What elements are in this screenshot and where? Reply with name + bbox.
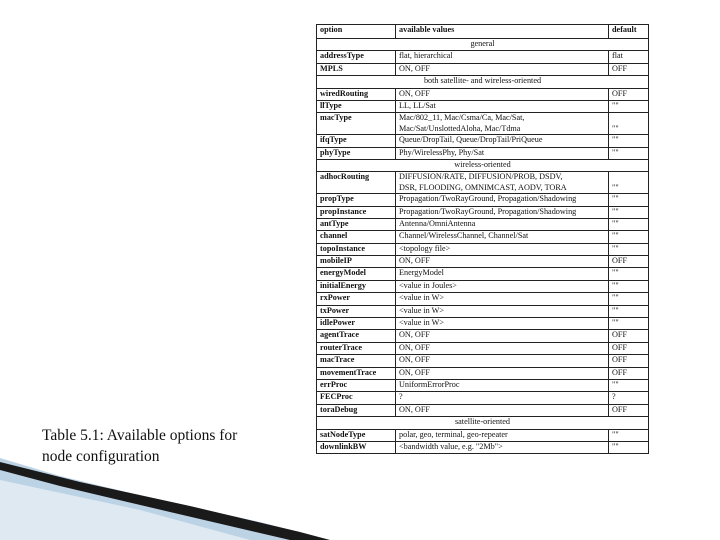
value-line: ON, OFF bbox=[399, 355, 430, 365]
value-line: UniformErrorProc bbox=[399, 380, 460, 389]
option-cell: routerTrace bbox=[317, 342, 396, 354]
values-cell bbox=[396, 88, 609, 100]
default-cell: "" bbox=[609, 380, 649, 392]
table-row bbox=[317, 280, 649, 292]
values-cell bbox=[396, 194, 609, 206]
values-cell bbox=[396, 293, 609, 305]
table-caption bbox=[42, 425, 292, 467]
table-row bbox=[317, 330, 649, 342]
option-cell: txPower bbox=[317, 305, 396, 317]
option-cell: macType bbox=[317, 113, 396, 135]
value-line: ? bbox=[399, 392, 403, 402]
table-row bbox=[317, 243, 649, 255]
values-cell bbox=[396, 355, 609, 367]
table-row bbox=[317, 367, 649, 379]
values-cell bbox=[396, 100, 609, 112]
section-title: satellite-oriented bbox=[317, 417, 649, 429]
value-line: <bandwidth value, e.g. "2Mb"> bbox=[399, 441, 503, 451]
value-line: Queue/DropTail, Queue/DropTail/PriQueue bbox=[399, 135, 543, 145]
option-cell: llType bbox=[317, 100, 396, 112]
column-header-default: default bbox=[609, 25, 649, 39]
values-cell bbox=[396, 342, 609, 354]
value-line: flat, hierarchical bbox=[399, 51, 453, 61]
option-cell: errProc bbox=[317, 380, 396, 392]
section-row bbox=[317, 39, 649, 51]
table-row bbox=[317, 63, 649, 75]
default-cell: OFF bbox=[609, 404, 649, 416]
default-cell: "" bbox=[609, 441, 649, 453]
default-cell: OFF bbox=[609, 256, 649, 268]
default-cell: OFF bbox=[609, 63, 649, 75]
default-cell: "" bbox=[609, 243, 649, 255]
default-cell: OFF bbox=[609, 88, 649, 100]
table-row bbox=[317, 355, 649, 367]
value-line: DIFFUSION/RATE, DIFFUSION/PROB, DSDV, bbox=[399, 172, 563, 182]
option-cell: FECProc bbox=[317, 392, 396, 404]
table-row bbox=[317, 135, 649, 147]
bottom-light-stripe bbox=[0, 480, 250, 540]
section-title: both satellite- and wireless-oriented bbox=[317, 76, 649, 88]
value-line: Propagation/TwoRayGround, Propagation/Shadowing bbox=[399, 206, 577, 216]
table-row bbox=[317, 51, 649, 63]
table-row bbox=[317, 194, 649, 206]
value-line: ON, OFF bbox=[399, 63, 430, 73]
option-cell: agentTrace bbox=[317, 330, 396, 342]
default-cell: "" bbox=[609, 100, 649, 112]
default-cell: "" bbox=[609, 113, 649, 135]
values-cell bbox=[396, 172, 609, 194]
value-line: polar, geo, terminal, geo-repeater bbox=[399, 429, 508, 439]
values-cell bbox=[396, 330, 609, 342]
values-cell bbox=[396, 280, 609, 292]
table-row bbox=[317, 305, 649, 317]
values-cell bbox=[396, 113, 609, 135]
value-line: ON, OFF bbox=[399, 330, 430, 340]
value-line: Propagation/TwoRayGround, Propagation/Shadowing bbox=[399, 194, 577, 204]
option-cell: mobileIP bbox=[317, 256, 396, 268]
option-cell: channel bbox=[317, 231, 396, 243]
default-cell: OFF bbox=[609, 367, 649, 379]
option-cell: propInstance bbox=[317, 206, 396, 218]
value-line: ON, OFF bbox=[399, 88, 430, 98]
values-cell bbox=[396, 392, 609, 404]
option-cell: MPLS bbox=[317, 63, 396, 75]
value-line: ON, OFF bbox=[399, 367, 430, 377]
table-row bbox=[317, 293, 649, 305]
table-row bbox=[317, 172, 649, 194]
values-cell bbox=[396, 268, 609, 280]
table-row bbox=[317, 380, 649, 392]
value-line: <topology file> bbox=[399, 243, 451, 253]
values-cell bbox=[396, 231, 609, 243]
table-row bbox=[317, 318, 649, 330]
default-cell: "" bbox=[609, 280, 649, 292]
table-row bbox=[317, 113, 649, 135]
values-cell bbox=[396, 147, 609, 159]
values-cell bbox=[396, 318, 609, 330]
table-row bbox=[317, 88, 649, 100]
table-row bbox=[317, 404, 649, 416]
value-line: Phy/WirelessPhy, Phy/Sat bbox=[399, 147, 485, 157]
values-cell bbox=[396, 256, 609, 268]
value-line: <value in W> bbox=[399, 293, 445, 303]
default-cell: "" bbox=[609, 318, 649, 330]
values-cell bbox=[396, 206, 609, 218]
option-cell: adhocRouting bbox=[317, 172, 396, 194]
table-body bbox=[317, 39, 649, 454]
default-cell: "" bbox=[609, 172, 649, 194]
default-cell: "" bbox=[609, 194, 649, 206]
table-row bbox=[317, 268, 649, 280]
default-cell: "" bbox=[609, 305, 649, 317]
values-cell bbox=[396, 429, 609, 441]
option-cell: addressType bbox=[317, 51, 396, 63]
value-line: ON, OFF bbox=[399, 404, 430, 414]
table-row bbox=[317, 100, 649, 112]
value-line: Channel/WirelessChannel, Channel/Sat bbox=[399, 231, 529, 241]
values-cell bbox=[396, 135, 609, 147]
table-row bbox=[317, 147, 649, 159]
value-line: Mac/Sat/UnslottedAloha, Mac/Tdma bbox=[399, 123, 521, 133]
option-cell: wiredRouting bbox=[317, 88, 396, 100]
table-row bbox=[317, 256, 649, 268]
table-row bbox=[317, 429, 649, 441]
option-cell: macTrace bbox=[317, 355, 396, 367]
option-cell: rxPower bbox=[317, 293, 396, 305]
values-cell bbox=[396, 380, 609, 392]
option-cell: satNodeType bbox=[317, 429, 396, 441]
default-cell: OFF bbox=[609, 342, 649, 354]
option-cell: movementTrace bbox=[317, 367, 396, 379]
option-cell: antType bbox=[317, 218, 396, 230]
values-cell bbox=[396, 367, 609, 379]
option-cell: topoInstance bbox=[317, 243, 396, 255]
section-row bbox=[317, 159, 649, 171]
table-row bbox=[317, 342, 649, 354]
option-cell: ifqType bbox=[317, 135, 396, 147]
option-cell: phyType bbox=[317, 147, 396, 159]
default-cell: flat bbox=[609, 51, 649, 63]
value-line: DSR, FLOODING, OMNIMCAST, AODV, TORA bbox=[399, 182, 567, 192]
value-line: <value in W> bbox=[399, 318, 445, 328]
default-cell: "" bbox=[609, 231, 649, 243]
values-cell bbox=[396, 63, 609, 75]
values-cell bbox=[396, 218, 609, 230]
option-cell: toraDebug bbox=[317, 404, 396, 416]
column-header-option: option bbox=[317, 25, 396, 39]
default-cell: OFF bbox=[609, 355, 649, 367]
option-cell: downlinkBW bbox=[317, 441, 396, 453]
node-configuration-options-table bbox=[316, 24, 649, 454]
value-line: <value in Joules> bbox=[399, 280, 457, 290]
default-cell: "" bbox=[609, 268, 649, 280]
column-header-available-values: available values bbox=[396, 25, 609, 39]
table-header-row bbox=[317, 25, 649, 39]
default-cell: "" bbox=[609, 147, 649, 159]
table-row bbox=[317, 441, 649, 453]
default-cell: OFF bbox=[609, 330, 649, 342]
value-line: ON, OFF bbox=[399, 256, 430, 266]
option-cell: propType bbox=[317, 194, 396, 206]
table-row bbox=[317, 231, 649, 243]
option-cell: initialEnergy bbox=[317, 280, 396, 292]
value-line: EnergyModel bbox=[399, 268, 444, 278]
section-title: wireless-oriented bbox=[317, 159, 649, 171]
section-row bbox=[317, 417, 649, 429]
section-title: general bbox=[317, 39, 649, 51]
table-row bbox=[317, 392, 649, 404]
option-cell: energyModel bbox=[317, 268, 396, 280]
default-cell: "" bbox=[609, 218, 649, 230]
values-cell bbox=[396, 51, 609, 63]
default-cell: "" bbox=[609, 206, 649, 218]
value-line: <value in W> bbox=[399, 305, 445, 315]
default-cell: "" bbox=[609, 135, 649, 147]
values-cell bbox=[396, 404, 609, 416]
value-line: Mac/802_11, Mac/Csma/Ca, Mac/Sat, bbox=[399, 113, 525, 123]
table-row bbox=[317, 206, 649, 218]
caption-line-1: Table 5.1: Available options for bbox=[42, 427, 238, 444]
default-cell: "" bbox=[609, 293, 649, 305]
value-line: Antenna/OmniAntenna bbox=[399, 218, 476, 228]
value-line: LL, LL/Sat bbox=[399, 100, 436, 110]
table-row bbox=[317, 218, 649, 230]
values-cell bbox=[396, 441, 609, 453]
value-line: ON, OFF bbox=[399, 342, 430, 352]
caption-line-2: node configuration bbox=[42, 448, 160, 465]
section-row bbox=[317, 76, 649, 88]
option-cell: idlePower bbox=[317, 318, 396, 330]
default-cell: ? bbox=[609, 392, 649, 404]
values-cell bbox=[396, 243, 609, 255]
values-cell bbox=[396, 305, 609, 317]
default-cell: "" bbox=[609, 429, 649, 441]
